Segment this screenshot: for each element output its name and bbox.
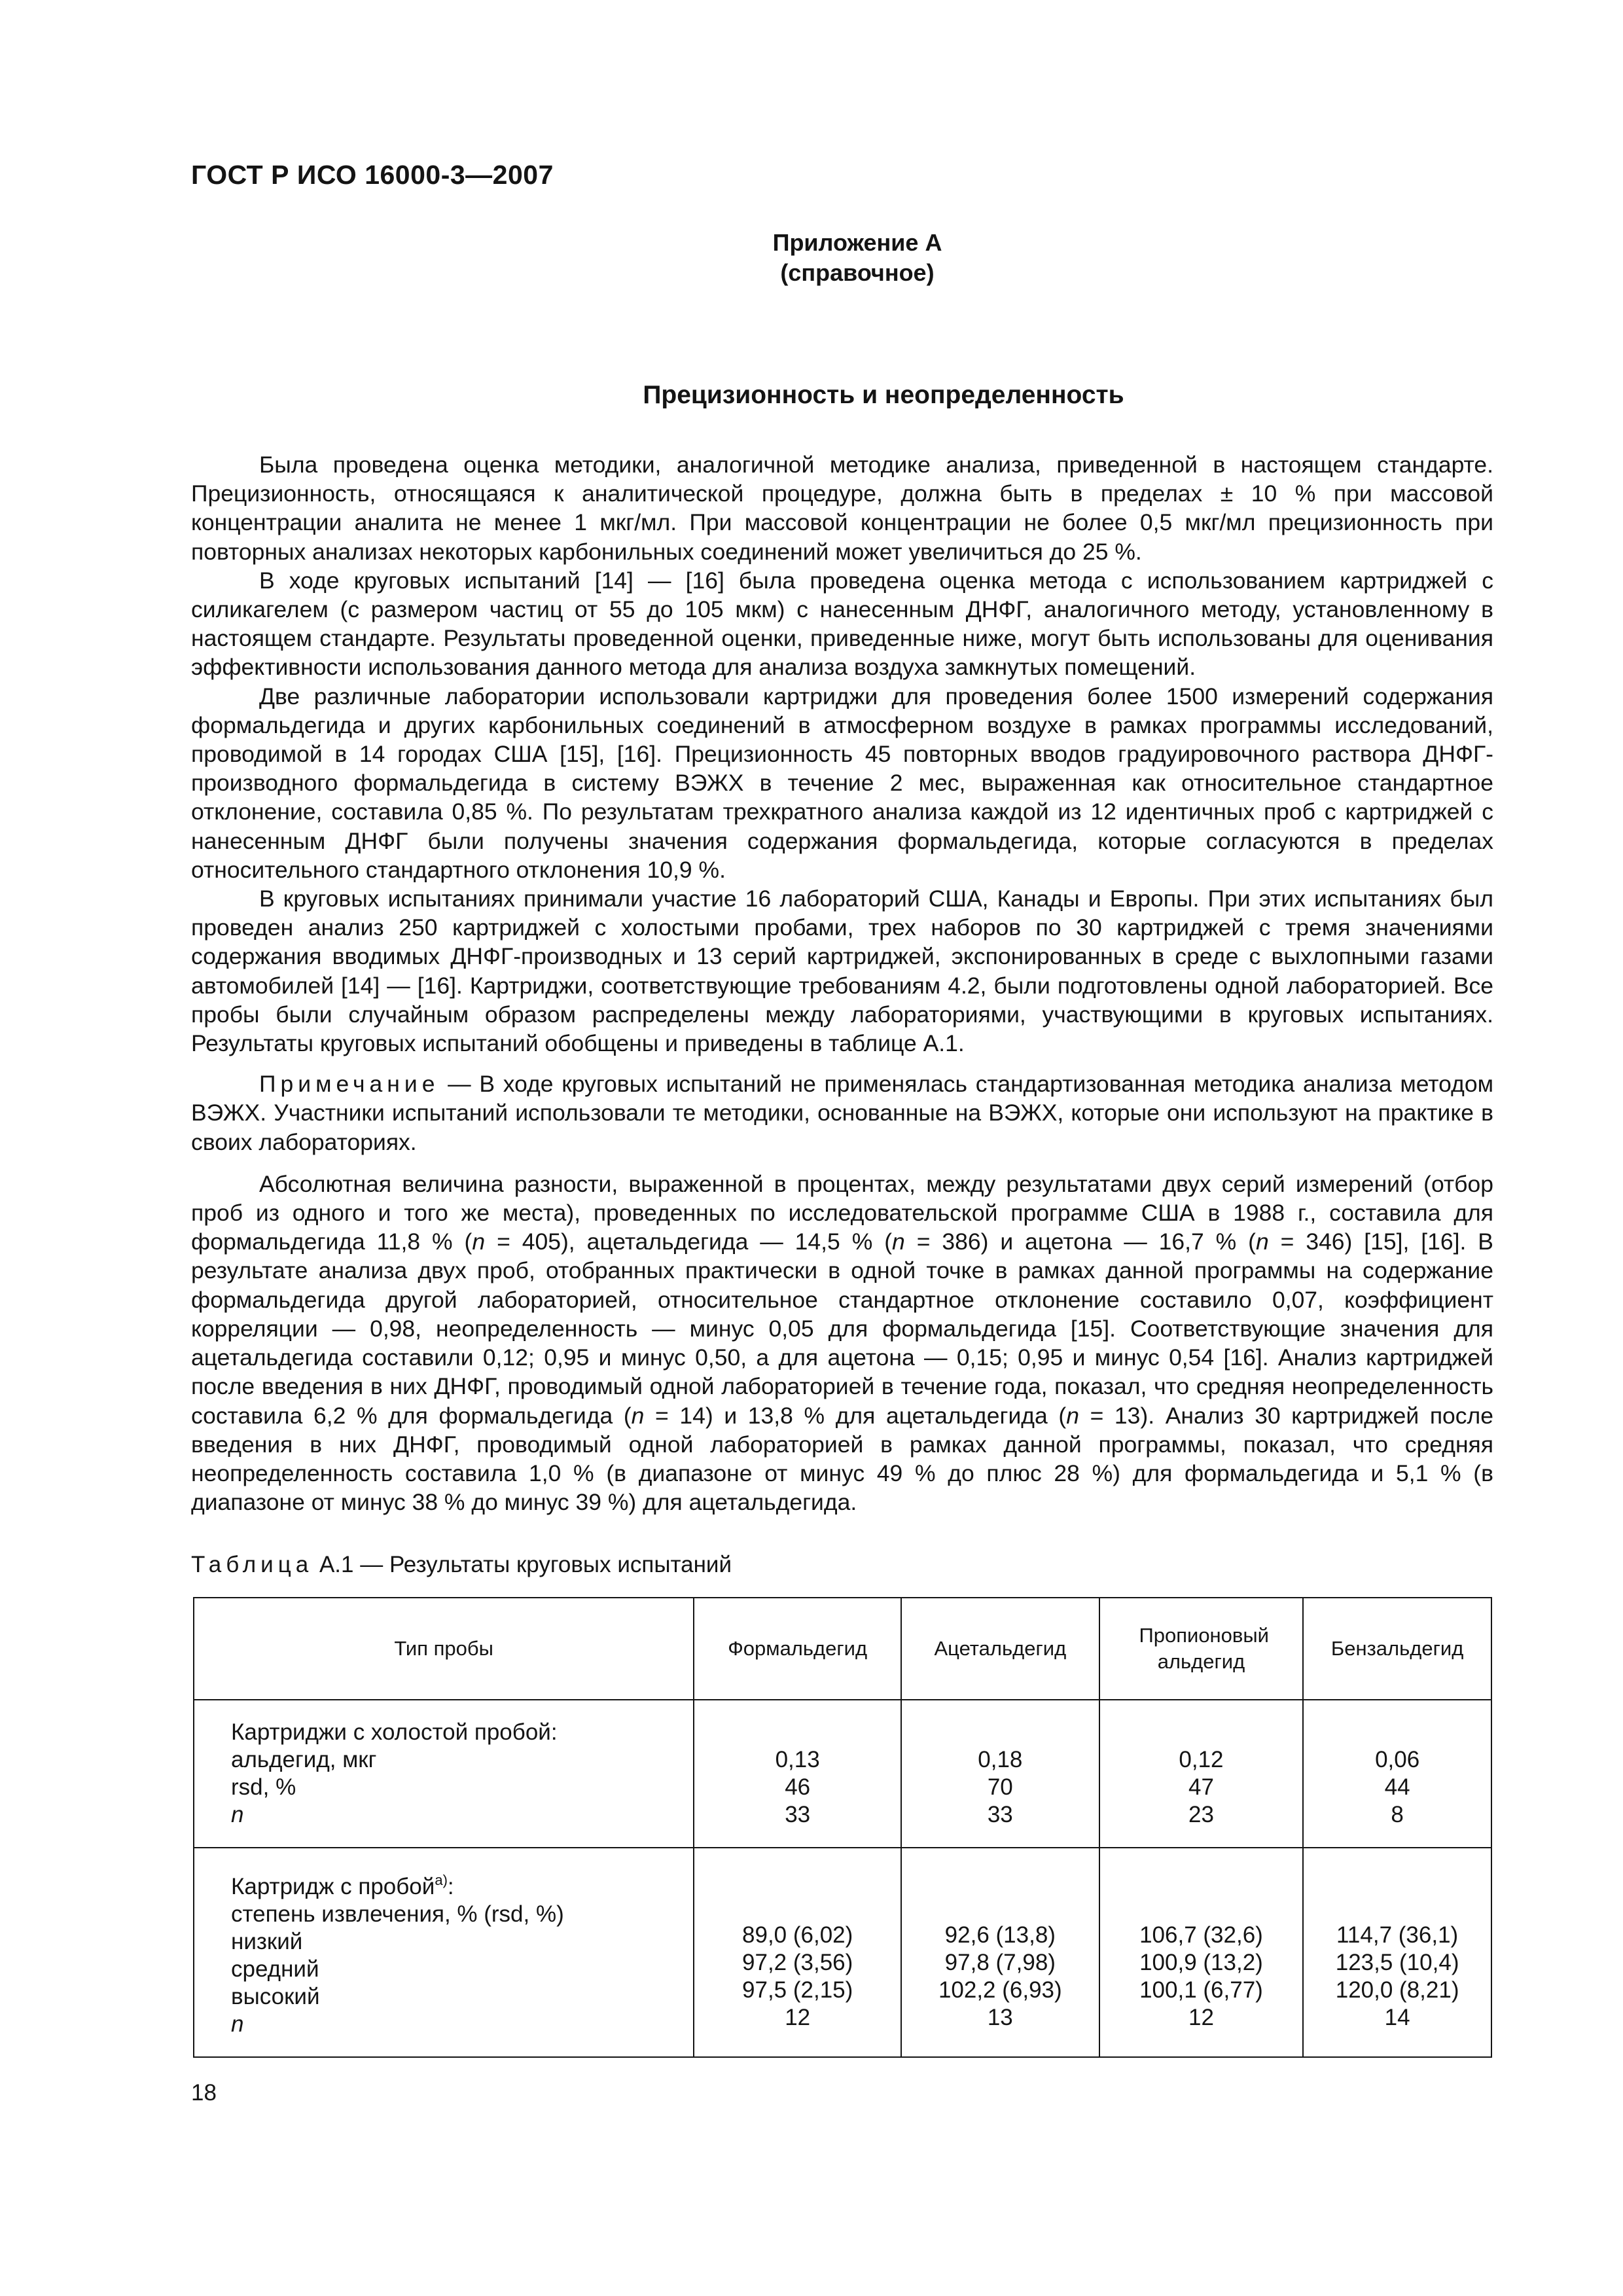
- table-cell-value: 123,5 (10,4): [1335, 1950, 1459, 1975]
- cell-blank-formaldehyde: [694, 1700, 901, 1848]
- row-label: средний: [231, 1956, 319, 1982]
- row-label: низкий: [231, 1929, 303, 1954]
- annex-title: Приложение А: [772, 229, 942, 256]
- col-header-benzaldehyde: Бензальдегид: [1303, 1598, 1491, 1700]
- row-group-title: [231, 1867, 692, 1901]
- n-symbol: n: [472, 1229, 486, 1255]
- paragraph-5-part: = 346) [15], [16]. В результате анализа двух проб, отобранных практически в одной точке в рамках данной программы на содержание формальдегида другой лабораторией, относительное стандартное отклонение составило 0,07, коэффициент корреляции — 0,98, неопределенность — минус 0,05 для формальдегида [15]. Соответствующие значения для ацетальдегида составили 0,12; 0,95 и минус 0,50, а для ацетона — 0,15; 0,95 и минус 0,54 [16]. Анализ картриджей после введения в них ДНФГ, проводимый одной лабораторией в течение года, показал, что средняя неопределенность составила 6,2 % для формальдегида (: [191, 1229, 1493, 1429]
- row-group-subtitle: степень извлечения, % (rsd, %): [231, 1901, 564, 1927]
- table-cell-value: 92,6 (13,8): [944, 1922, 1056, 1948]
- paragraph-3: Две различные лаборатории использовали картриджи для проведения более 1500 измерений содержания формальдегида и других карбонильных соединений в атмосферном воздухе в рамках программы исследований, проводимой в 14 городах США [15], [16]. Прецизионность 45 повторных вводов градуировочного раствора ДНФГ-производного формальдегида в систему ВЭЖХ в течение 2 мес, выраженная как относительное стандартное отклонение, составила 0,85 %. По результатам трехкратного анализа каждой из 12 идентичных проб с картриджей с нанесенным ДНФГ были получены значения содержания формальдегида, которые согласуются в пределах относительного стандартного отклонения 10,9 %.: [191, 683, 1493, 883]
- table-cell-value: 33: [785, 1802, 811, 1827]
- table-caption: [191, 1552, 732, 1578]
- cell-spiked-acetaldehyde: [901, 1848, 1099, 2057]
- paragraph-5-part: = 386) и ацетона — 16,7 % (: [904, 1229, 1256, 1255]
- table-cell-value: 23: [1188, 1802, 1214, 1827]
- row-label-n: [231, 2011, 692, 2038]
- section-title: Прецизионность и неопределенность: [643, 381, 1124, 409]
- n-symbol: n: [631, 1402, 645, 1429]
- cell-blank-propionaldehyde: [1099, 1700, 1304, 1848]
- table-header-row: [194, 1598, 1491, 1700]
- cell-blank-acetaldehyde: [901, 1700, 1099, 1848]
- table-cell-value: 13: [987, 2005, 1013, 2030]
- table-cell-value: 120,0 (8,21): [1335, 1977, 1459, 2003]
- row-label: альдегид, мкг: [231, 1747, 377, 1772]
- n-symbol: n: [892, 1229, 905, 1255]
- body-text: [191, 450, 1493, 1516]
- col-header-acetaldehyde: Ацетальдегид: [901, 1598, 1099, 1700]
- table-cell-value: 0,12: [1179, 1747, 1224, 1772]
- row-label: rsd, %: [231, 1774, 296, 1800]
- paragraph-5-part: = 405), ацетальдегида — 14,5 % (: [485, 1229, 893, 1255]
- cell-spiked-propionaldehyde: [1099, 1848, 1304, 2057]
- row-group-title: Картриджи с холостой пробой:: [231, 1719, 558, 1745]
- table-cell-value: 100,9 (13,2): [1139, 1950, 1263, 1975]
- paragraph-5-part: = 13). Анализ 30 картриджей после введения в них ДНФГ, проводимый одной лабораторией в рамках данной программы, показал, что средняя неопределенность составила 1,0 % (в диапазоне от минус 49 % до плюс 28 %) для формальдегида и 5,1 % (в диапазоне от минус 38 % до минус 39 %) для ацетальдегида.: [191, 1402, 1493, 1516]
- table-cell-value: 97,2 (3,56): [742, 1950, 853, 1975]
- col-header-propionaldehyde-text: Пропионовый альдегид: [1139, 1624, 1269, 1673]
- note-text: — В ходе круговых испытаний не применялась стандартизованная методика анализа методом ВЭЖХ. Участники испытаний использовали те методики, основанные на ВЭЖХ, которые они используют на практике в своих лабораториях.: [191, 1071, 1493, 1155]
- table-cell-value: 12: [1188, 2005, 1214, 2030]
- results-table: [193, 1597, 1492, 2058]
- table-cell-value: 44: [1384, 1774, 1410, 1800]
- col-header-formaldehyde: Формальдегид: [694, 1598, 901, 1700]
- row-group-title-text: Картридж с пробой: [231, 1874, 435, 1899]
- table-cell-value: 114,7 (36,1): [1336, 1922, 1459, 1948]
- note-paragraph: [191, 1069, 1493, 1157]
- annex-heading: [759, 228, 955, 288]
- document-header: ГОСТ Р ИСО 16000-3—2007: [191, 160, 554, 190]
- table-row-spiked: [194, 1848, 1491, 2057]
- row-group-title-suffix: :: [447, 1874, 454, 1899]
- paragraph-2: В ходе круговых испытаний [14] — [16] была проведена оценка метода с использованием картриджей с силикагелем (с размером частиц от 55 до 105 мкм) с нанесенным ДНФГ, аналогичного методу, установленному в настоящем стандарте. Результаты проведенной оценки, приведенные ниже, могут быть использованы для оценивания эффективности использования данного метода для анализа воздуха замкнутых помещений.: [191, 567, 1493, 681]
- table-cell-value: 0,06: [1375, 1747, 1420, 1772]
- col-header-propionaldehyde: [1099, 1598, 1304, 1700]
- annex-subtitle: (справочное): [780, 259, 935, 286]
- table-cell-value: 0,13: [775, 1747, 820, 1772]
- table-cell-value: 89,0 (6,02): [742, 1922, 853, 1948]
- table-cell-value: 47: [1188, 1774, 1214, 1800]
- table-cell-value: 8: [1391, 1802, 1404, 1827]
- n-symbol: n: [1066, 1402, 1079, 1429]
- cell-blank-benzaldehyde: [1303, 1700, 1491, 1848]
- row-label-spiked: [194, 1848, 694, 2057]
- cell-spiked-formaldehyde: [694, 1848, 901, 2057]
- paragraph-1: Была проведена оценка методики, аналогичной методике анализа, приведенной в настоящем стандарте. Прецизионность, относящаяся к аналитической процедуре, должна быть в пределах ± 10 % при массовой концентрации аналита не менее 1 мкг/мл. При массовой концентрации не более 0,5 мкг/мл прецизионность при повторных анализах некоторых карбонильных соединений может увеличиться до 25 %.: [191, 452, 1493, 565]
- table-cell-value: 100,1 (6,77): [1139, 1977, 1263, 2003]
- paragraph-5-part: = 14) и 13,8 % для ацетальдегида (: [644, 1402, 1067, 1429]
- note-label: Примечание: [259, 1071, 440, 1098]
- row-label: n: [231, 2011, 244, 2037]
- table-cell-value: 0,18: [978, 1747, 1023, 1772]
- table-cell-value: 70: [987, 1774, 1013, 1800]
- page-number: 18: [191, 2080, 217, 2106]
- table-cell-value: 102,2 (6,93): [938, 1977, 1062, 2003]
- table-row-blank: [194, 1700, 1491, 1848]
- row-label-blank: [194, 1700, 694, 1848]
- cell-spiked-benzaldehyde: [1303, 1848, 1491, 2057]
- table-cell-value: 106,7 (32,6): [1139, 1922, 1263, 1948]
- n-symbol: n: [1255, 1229, 1269, 1255]
- table-cell-value: 33: [987, 1802, 1013, 1827]
- table-caption-text: А.1 — Результаты круговых испытаний: [313, 1552, 732, 1577]
- col-header-sample-type: Тип пробы: [194, 1598, 694, 1700]
- paragraph-4: В круговых испытаниях принимали участие 16 лабораторий США, Канады и Европы. При этих испытаниях был проведен анализ 250 картриджей с холостыми пробами, трех наборов по 30 картриджей с тремя значениями содержания вводимых ДНФГ-производных и 13 серий картриджей, экспонированных в среде с выхлопными газами автомобилей [14] — [16]. Картриджи, соответствующие требованиям 4.2, были подготовлены одной лабораторией. Все пробы были случайным образом распределены между лабораториями, участвующими в круговых испытаниях. Результаты круговых испытаний обобщены и приведены в таблице А.1.: [191, 886, 1493, 1057]
- row-label: n: [231, 1802, 244, 1827]
- paragraph-5-part: Абсолютная величина разности, выраженной в процентах, между результатами двух серий измерений (отбор проб из одного и того же места), проведенных по исследовательской программе США в 1988 г., составила для формальдегида 11,8 % (: [191, 1170, 1493, 1255]
- paragraph-5: [191, 1170, 1493, 1516]
- table-cell-value: 97,5 (2,15): [742, 1977, 853, 2003]
- footnote-mark: а): [435, 1872, 448, 1888]
- table-cell-value: 14: [1384, 2005, 1410, 2030]
- table-cell-value: 97,8 (7,98): [944, 1950, 1056, 1975]
- table-caption-label: Таблица: [191, 1552, 313, 1577]
- table-cell-value: 12: [785, 2005, 811, 2030]
- row-label: высокий: [231, 1984, 320, 2009]
- row-label-n: [231, 1801, 692, 1829]
- table-cell-value: 46: [785, 1774, 811, 1800]
